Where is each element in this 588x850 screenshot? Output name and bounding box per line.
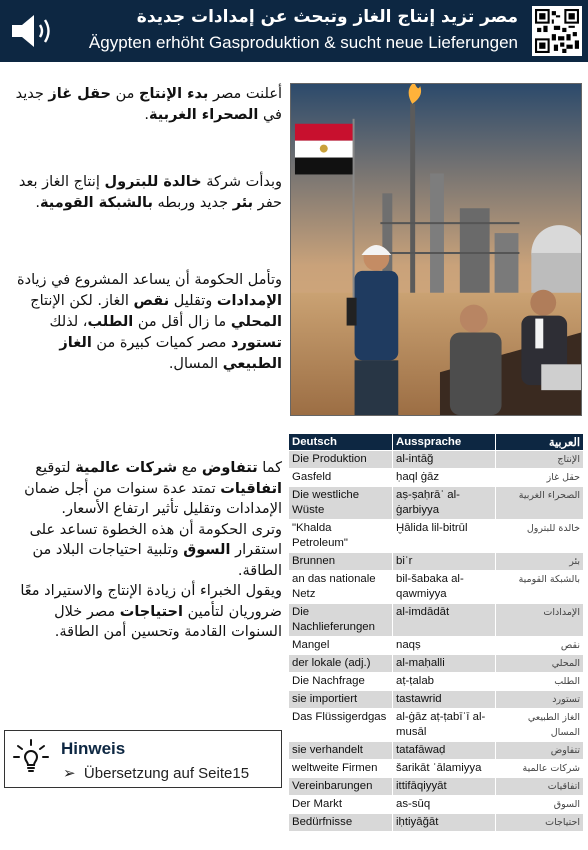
vocab-german-cell: "Khalda Petroleum" — [289, 520, 393, 553]
vocab-german-cell: Brunnen — [289, 553, 393, 571]
article-paragraph-2: وبدأت شركة خالدة للبترول إنتاج الغاز بعد حفر بئر جديد وربطه بالشبكة القومية. — [18, 174, 282, 211]
vocab-arabic-cell: الإنتاج — [496, 451, 584, 469]
table-row — [289, 487, 584, 520]
hint-link[interactable]: Übersetzung auf Seite15 — [83, 765, 250, 782]
vocab-arabic-cell: الصحراء الغربية — [496, 487, 584, 520]
vocab-german-cell: Bedürfnisse — [289, 814, 393, 832]
vocab-pronunciation-cell: Ḫālida lil-bitrūl — [393, 520, 496, 553]
table-row — [289, 469, 584, 487]
article-paragraph-1: أعلنت مصر بدء الإنتاج من حقل غاز جديد في الصحراء الغربية. — [15, 86, 282, 123]
table-row — [289, 709, 584, 742]
vocab-pronunciation-cell: biʾr — [393, 553, 496, 571]
gas-field-photo — [290, 83, 582, 416]
vocab-pronunciation-cell: ḥaql ġāz — [393, 469, 496, 487]
vocab-german-cell: an das nationale Netz — [289, 571, 393, 604]
header-arabic: العربية — [496, 434, 584, 451]
vocab-arabic-cell: الغاز الطبيعي المسال — [496, 709, 584, 742]
vocab-pronunciation-cell: šarikāt ʿālamiyya — [393, 760, 496, 778]
vocab-german-cell: Mangel — [289, 637, 393, 655]
table-row — [289, 691, 584, 709]
vocab-arabic-cell: حقل غاز — [496, 469, 584, 487]
vocab-german-cell: Die Nachlieferungen — [289, 604, 393, 637]
vocab-arabic-cell: بئر — [496, 553, 584, 571]
table-row — [289, 814, 584, 832]
vocab-arabic-cell: شركات عالمية — [496, 760, 584, 778]
vocab-german-cell: Der Markt — [289, 796, 393, 814]
vocabulary-table — [288, 433, 584, 832]
table-row — [289, 553, 584, 571]
hint-text — [63, 764, 249, 782]
vocab-arabic-cell: تستورد — [496, 691, 584, 709]
table-row — [289, 571, 584, 604]
vocab-arabic-cell: احتياجات — [496, 814, 584, 832]
table-header-row — [289, 434, 584, 451]
bullet-arrow-icon: ➢ — [63, 765, 76, 782]
vocab-arabic-cell: السوق — [496, 796, 584, 814]
header-banner — [0, 0, 588, 62]
lightbulb-icon — [13, 739, 49, 775]
vocab-arabic-cell: نقص — [496, 637, 584, 655]
vocab-arabic-cell: الطلب — [496, 673, 584, 691]
header-pronunciation: Aussprache — [393, 434, 496, 451]
table-row — [289, 451, 584, 469]
vocab-pronunciation-cell: al-intāğ — [393, 451, 496, 469]
vocab-german-cell: weltweite Firmen — [289, 760, 393, 778]
article-paragraph-4: كما تتفاوض مع شركات عالمية لتوقيع اتفاقيات تمتد عدة سنوات من أجل ضمان الإمدادات وتقليل تأثير ارتفاع الأسعار. وترى الحكومة أن هذه الخطوة تساعد على استقرار السوق وتلبية احتياجات البلاد من الطاقة. ويقول الخبراء أن زيادة الإنتاج والاستيراد معًا ضروريان لتأمين احتياجات مصر خلال السنوات القادمة وتحسين أمن الطاقة. — [20, 460, 282, 640]
vocab-pronunciation-cell: tatafāwaḍ — [393, 742, 496, 760]
article-paragraph-3: وتأمل الحكومة أن يساعد المشروع في زيادة الإمدادات وتقليل نقص الغاز. لكن الإنتاج المحلي ما زال أقل من الطلب، لذلك تستورد مصر كميات كبيرة من الغاز الطبيعي المسال. — [17, 272, 282, 372]
table-row — [289, 796, 584, 814]
qr-code-icon[interactable] — [532, 6, 582, 56]
vocab-pronunciation-cell: iḥtiyāğāt — [393, 814, 496, 832]
hint-box — [4, 730, 282, 788]
hint-title: Hinweis — [61, 739, 126, 758]
vocab-german-cell: Das Flüssigerdgas — [289, 709, 393, 742]
vocab-german-cell: Gasfeld — [289, 469, 393, 487]
vocab-arabic-cell: اتفاقيات — [496, 778, 584, 796]
vocab-pronunciation-cell: al-imdādāt — [393, 604, 496, 637]
table-row — [289, 604, 584, 637]
vocab-arabic-cell: بالشبكة القومية — [496, 571, 584, 604]
title-german: Ägypten erhöht Gasproduktion & sucht neue Lieferungen — [88, 33, 518, 52]
table-row — [289, 673, 584, 691]
title-arabic: مصر تزيد إنتاج الغاز وتبحث عن إمدادات جديدة — [136, 7, 518, 27]
vocab-german-cell: sie verhandelt — [289, 742, 393, 760]
vocab-pronunciation-cell: al-maḥalli — [393, 655, 496, 673]
vocab-pronunciation-cell: aṭ-ṭalab — [393, 673, 496, 691]
vocab-arabic-cell: المحلي — [496, 655, 584, 673]
vocab-pronunciation-cell: aṣ-ṣaḥrāʾ al-ġarbiyya — [393, 487, 496, 520]
header-german: Deutsch — [289, 434, 393, 451]
vocab-german-cell: sie importiert — [289, 691, 393, 709]
vocab-arabic-cell: الإمدادات — [496, 604, 584, 637]
table-row — [289, 742, 584, 760]
vocab-pronunciation-cell: ittifāqiyyāt — [393, 778, 496, 796]
vocab-german-cell: Die westliche Wüste — [289, 487, 393, 520]
vocab-german-cell: Vereinbarungen — [289, 778, 393, 796]
vocab-pronunciation-cell: al-ġāz aṭ-ṭabīʿī al-musāl — [393, 709, 496, 742]
table-row — [289, 655, 584, 673]
table-row — [289, 637, 584, 655]
vocab-pronunciation-cell: bil-šabaka al-qawmiyya — [393, 571, 496, 604]
vocab-pronunciation-cell: tastawrid — [393, 691, 496, 709]
table-row — [289, 778, 584, 796]
table-row — [289, 760, 584, 778]
vocab-pronunciation-cell: as-sūq — [393, 796, 496, 814]
vocab-pronunciation-cell: naqṣ — [393, 637, 496, 655]
vocab-german-cell: Die Nachfrage — [289, 673, 393, 691]
vocab-german-cell: der lokale (adj.) — [289, 655, 393, 673]
vocab-arabic-cell: تتفاوض — [496, 742, 584, 760]
vocab-german-cell: Die Produktion — [289, 451, 393, 469]
table-row — [289, 520, 584, 553]
vocab-arabic-cell: خالدة للبترول — [496, 520, 584, 553]
vocabulary-rows — [289, 451, 584, 832]
